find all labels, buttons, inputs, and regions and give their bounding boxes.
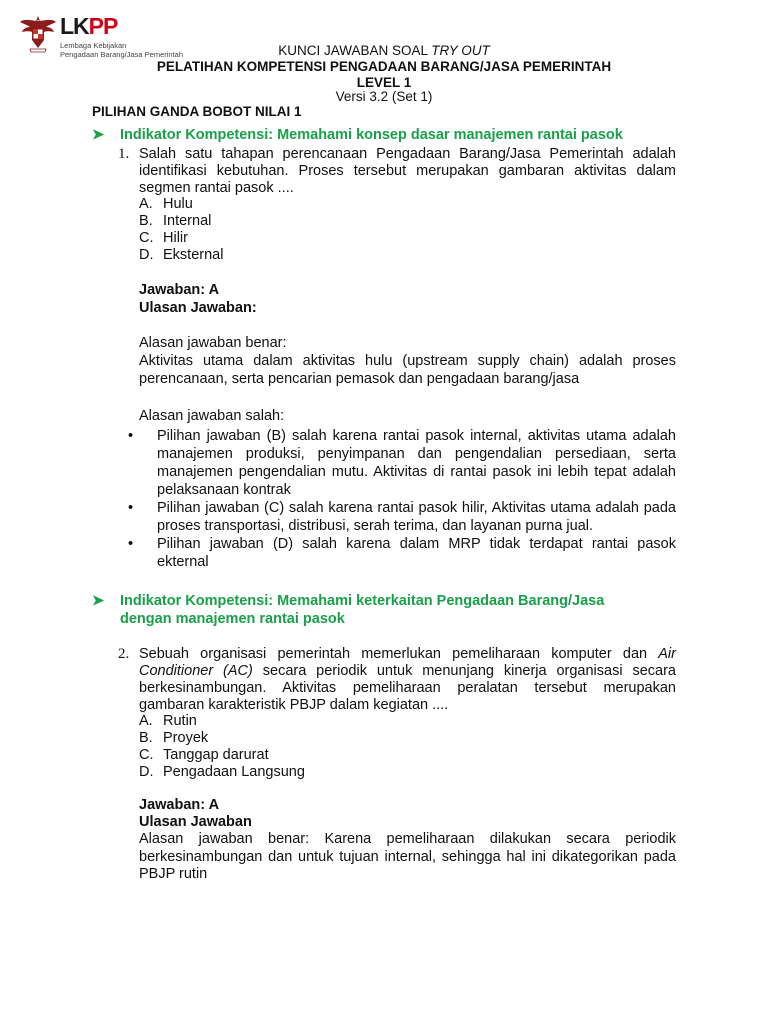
correct-reason-text: Aktivitas utama dalam aktivitas hulu (upstream supply chain) adalah proses perencanaan, serta pencarian pemasok dan pengadaan barang/jasa (139, 353, 676, 387)
doc-title-line-2: PELATIHAN KOMPETENSI PENGADAAN BARANG/JASA PEMERINTAH (156, 59, 612, 74)
option: B. Proyek (139, 730, 209, 746)
question-1-options (139, 196, 223, 264)
question-number: 1. (118, 146, 130, 162)
arrowhead-bullet-icon: ➤ (92, 593, 105, 609)
doc-version: Versi 3.2 (Set 1) (335, 89, 433, 104)
option: C. Hilir (139, 230, 188, 246)
question-number: 2. (118, 646, 130, 662)
question-text: Salah satu tahapan perencanaan Pengadaan Barang/Jasa Pemerintah adalah identifikasi kebutuhan. Proses tersebut merupakan gambaran aktivitas dalam segmen rantai pasok .... (139, 146, 676, 196)
bullet-dot-icon: • (128, 428, 134, 444)
option: D. Pengadaan Langsung (139, 764, 305, 780)
list-item: • Pilihan jawaban (B) salah karena rantai pasok internal, aktivitas utama adalah manajemen produksi, penyimpanan dan pengendalian persediaan, serta manajemen pengendalian mutu. Aktivitas di rantai pasok ini lebih tepat adalah pelaksanaan kontrak (128, 428, 676, 498)
logo-subtitle-2: Pengadaan Barang/Jasa Pemerintah (60, 50, 184, 59)
bullet-dot-icon: • (128, 536, 134, 552)
option: C. Tanggap darurat (139, 747, 269, 763)
logo-wordmark: LKPP (60, 13, 118, 39)
bullet-dot-icon: • (128, 500, 134, 516)
competency-indicator-2: ➤ Indikator Kompetensi: Memahami keterkaitan Pengadaan Barang/Jasa dengan manajemen rantai pasok (92, 593, 605, 627)
logo-subtitle-1: Lembaga Kebijakan (60, 41, 127, 50)
question-2-options (139, 713, 305, 781)
list-item: • Pilihan jawaban (C) salah karena rantai pasok hilir, Aktivitas utama adalah pada proses transportasi, distribusi, serah terima, dan layanan purna jual. (128, 500, 676, 534)
option: A. Hulu (139, 196, 193, 212)
question-2 (118, 646, 676, 714)
competency-indicator-1: ➤ Indikator Kompetensi: Memahami konsep dasar manajemen rantai pasok (92, 127, 623, 143)
review-heading: Ulasan Jawaban (139, 814, 252, 830)
answer-key: Jawaban: A (139, 282, 220, 298)
answer-key: Jawaban: A (139, 797, 220, 813)
question-text: Sebuah organisasi pemerintah memerlukan pemeliharaan komputer dan Air Conditioner (AC) secara periodik untuk menunjang kinerja organisasi secara berkesinambungan. Aktivitas pemeliharaan peralatan tersebut merupakan gambaran karakteristik PBJP dalam kegiatan .... (139, 646, 676, 713)
option: D. Eksternal (139, 247, 224, 263)
option: B. Internal (139, 213, 212, 229)
section-title: PILIHAN GANDA BOBOT NILAI 1 (92, 104, 302, 119)
correct-reason-text: Alasan jawaban benar: Karena pemeliharaan dilakukan secara periodik berkesinambungan dan untuk tujuan internal, sehingga hal ini dikategorikan pada PBJP rutin (139, 831, 676, 882)
list-item: • Pilihan jawaban (D) salah karena dalam MRP tidak terdapat rantai pasok ekternal (128, 536, 676, 570)
option: A. Rutin (139, 713, 197, 729)
doc-title-line-1: KUNCI JAWABAN SOAL TRY OUT (278, 43, 490, 58)
review-heading: Ulasan Jawaban: (139, 300, 257, 316)
wrong-reason-list (128, 427, 676, 571)
arrowhead-bullet-icon: ➤ (92, 127, 105, 143)
question-1 (118, 146, 676, 197)
correct-reason-label: Alasan jawaban benar: (139, 335, 287, 351)
doc-title-line-3: LEVEL 1 (356, 75, 412, 90)
wrong-reason-label: Alasan jawaban salah: (139, 408, 285, 424)
